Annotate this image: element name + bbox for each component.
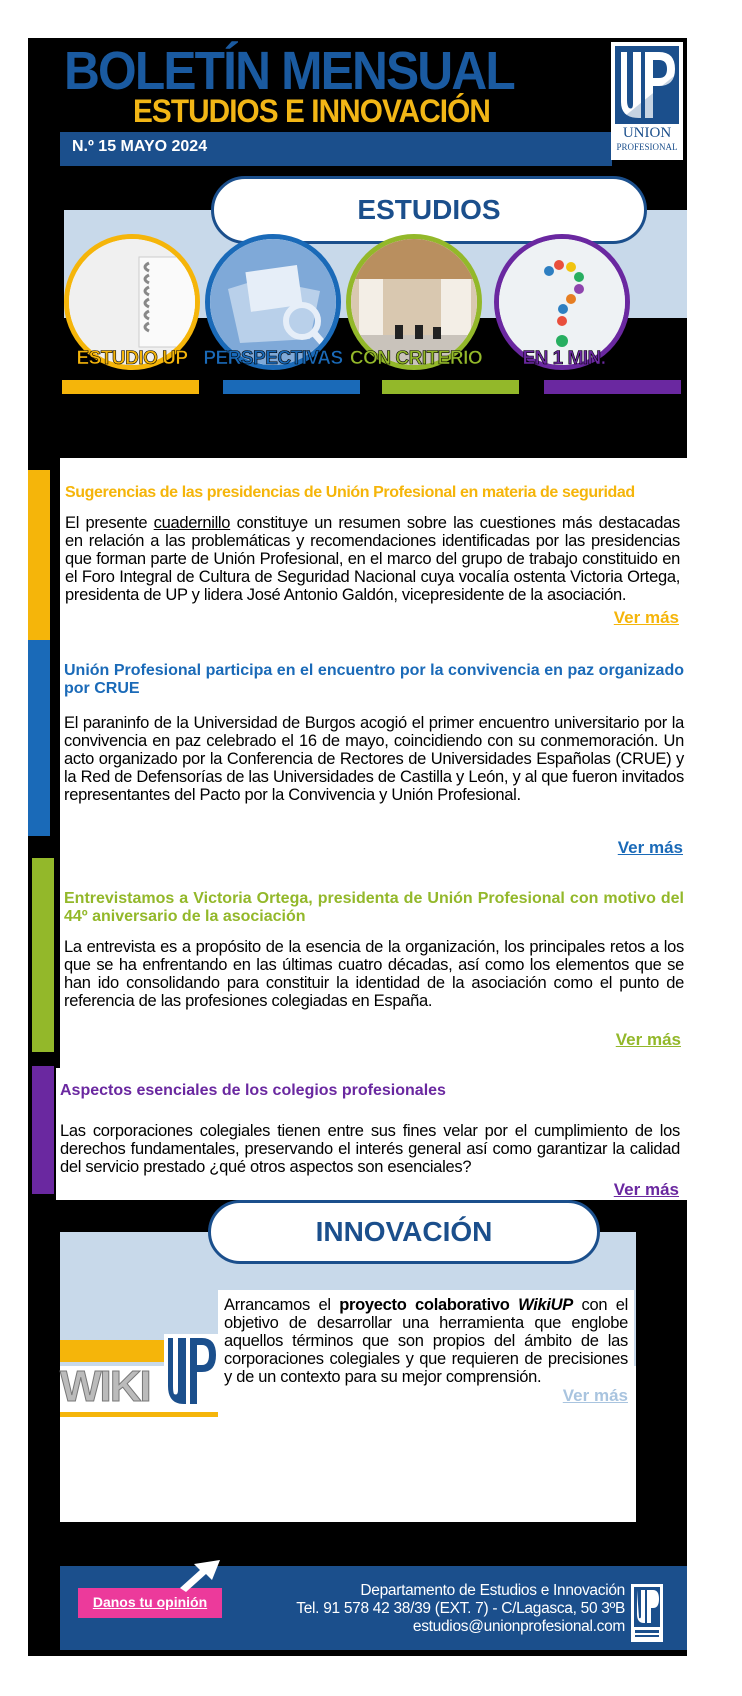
logo-text-union: UNION	[622, 125, 672, 141]
category-bar-estudio-up	[62, 380, 199, 394]
logo-text-profesional: PROFESIONAL	[616, 142, 678, 152]
article-4-color-bar	[32, 1066, 54, 1194]
article-2-card	[60, 642, 687, 882]
article-3-body: La entrevista es a propósito de la esencia de la organización, los principales retos a los que se ha enfrentando en las últimas cuatro décadas, así como los elementos que se han ido consolidando para constituir la identidad de la asociación como el punto de referencia de las profesiones colegiadas en España.	[64, 938, 684, 1010]
article-1-body-text-end: constituye un resumen sobre las cuestiones más destacadas en relación a las problemáticas y recomendaciones identificadas por las presidencias que forman parte de Unión Profesional, en el marco del grupo de trabajo constituido en el Foro Integral de Cultura de Seguridad Nacional cuya vocalía ostenta Victoria Ortega, presidenta de UP y lidera José Antonio Galdón, vicepresidente de la asociación.	[65, 514, 680, 604]
category-label-estudio-up[interactable]: ESTUDIO UP	[76, 348, 188, 369]
article-4-card	[56, 1068, 687, 1200]
article-1-body	[65, 514, 680, 604]
footer-up-logo-icon	[631, 1584, 663, 1642]
booklet-icon	[69, 239, 195, 365]
wikiup-name: WikiUP	[518, 1296, 573, 1314]
article-4-title[interactable]: Aspectos esenciales de los colegios profesionales	[60, 1082, 446, 1099]
article-1-read-more-link[interactable]: Ver más	[613, 608, 679, 627]
article-2-color-bar	[28, 640, 50, 836]
newsletter-page	[28, 38, 687, 1656]
article-2-read-more-link[interactable]: Ver más	[617, 838, 683, 857]
innovacion-card	[218, 1290, 634, 1480]
arrow-icon	[176, 1558, 222, 1594]
article-2-body: El paraninfo de la Universidad de Burgos acogió el primer encuentro universitario por la convivencia en paz celebrado el 16 de mayo, coincidiendo con su conmemoración. Un acto organizado por la Conferencia de Rectores de Universidades Españolas (CRUE) y la Red de Defensorías de las Universidades de Castilla y León, y al que fueron invitados representantes del Pacto por la Convivencia y Unión Profesional.	[64, 714, 684, 804]
question-mark-icon	[499, 239, 625, 365]
up-mark-icon	[164, 1334, 218, 1412]
newsletter-title: BOLETÍN MENSUAL	[64, 41, 514, 101]
article-1-title[interactable]: Sugerencias de las presidencias de Unión Profesional en materia de seguridad	[65, 484, 635, 501]
category-label-perspectivas[interactable]: PERSPECTIVAS	[203, 348, 343, 369]
article-1-body-text-start: El presente	[65, 514, 154, 532]
category-label-en-1-min[interactable]: EN 1 MIN.	[522, 348, 606, 369]
footer-email[interactable]: estudios@unionprofesional.com	[412, 1618, 625, 1635]
article-3-card	[60, 880, 687, 1082]
wikiup-bold-text: proyecto colaborativo	[339, 1296, 519, 1314]
article-4-read-more-link[interactable]: Ver más	[613, 1180, 679, 1199]
footer-department: Departamento de Estudios e Innovación	[360, 1582, 625, 1599]
article-3-color-bar	[32, 858, 54, 1052]
office-room-icon	[351, 239, 477, 365]
cuadernillo-link[interactable]: cuadernillo	[153, 514, 231, 532]
wikiup-logo-top-band	[60, 1340, 166, 1362]
newsletter-subtitle: ESTUDIOS E INNOVACIÓN	[133, 93, 490, 129]
folder-search-icon	[210, 239, 336, 365]
footer-contact: Tel. 91 578 42 38/39 (EXT. 7) - C/Lagasca, 50 3ºB	[296, 1600, 625, 1617]
article-2-title[interactable]: Unión Profesional participa en el encuentro por la convivencia en paz organizado por CRUE	[64, 662, 684, 697]
innovacion-heading: INNOVACIÓN	[208, 1200, 600, 1264]
wikiup-logo[interactable]	[60, 1340, 220, 1418]
issue-number: N.º 15 MAYO 2024	[72, 138, 208, 155]
article-4-body: Las corporaciones colegiales tienen entre sus fines velar por el cumplimiento de los derechos fundamentales, preservando el interés general así como garantizar la calidad del servicio prestado ¿qué otros aspectos son esenciales?	[60, 1122, 680, 1176]
category-bar-en-1-min	[544, 380, 681, 394]
wikiup-logo-text: WIKI	[60, 1362, 150, 1411]
innovacion-right-edge	[636, 1232, 687, 1522]
estudios-heading: ESTUDIOS	[211, 176, 647, 244]
article-3-read-more-link[interactable]: Ver más	[615, 1030, 681, 1049]
feedback-button-label[interactable]: Danos tu opinión	[92, 1594, 208, 1610]
wikiup-text-start: Arrancamos el	[224, 1296, 340, 1314]
category-label-con-criterio[interactable]: CON CRITERIO	[349, 348, 483, 369]
wikiup-text-end: con el objetivo de desarrollar una herramienta que englobe aquellos términos que son propios del ámbito de las corporaciones colegiales y que requieren de precisiones y de un contexto para su mejor comprensión.	[224, 1296, 628, 1386]
union-profesional-logo[interactable]	[611, 42, 683, 160]
wikiup-description	[224, 1296, 628, 1386]
wikiup-logo-underline	[60, 1412, 218, 1417]
article-3-title[interactable]: Entrevistamos a Victoria Ortega, presidenta de Unión Profesional con motivo del 44º aniversario de la asociación	[64, 890, 684, 925]
category-bar-con-criterio	[382, 380, 519, 394]
category-bar-perspectivas	[223, 380, 360, 394]
innovacion-read-more-link[interactable]: Ver más	[562, 1386, 628, 1405]
